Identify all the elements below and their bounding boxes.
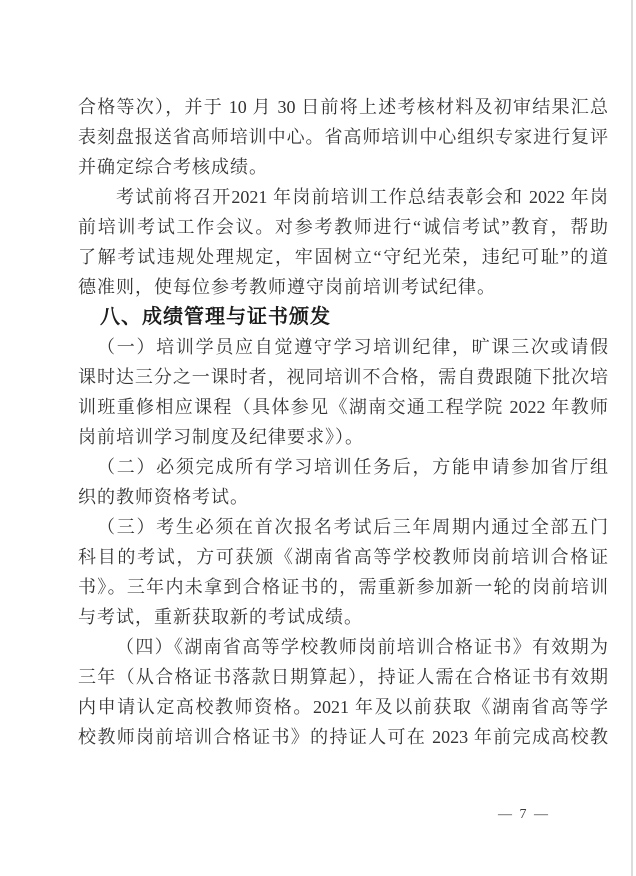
- text-line: 科目的考试，方可获颁《湖南省高等学校教师岗前培训合格证: [78, 547, 608, 567]
- text-line: 前培训考试工作会议。对参考教师进行“诚信考试”教育，帮助: [78, 217, 608, 237]
- text-line: 德准则，使每位参考教师遵守岗前培训考试纪律。: [78, 277, 496, 297]
- text-line: 校教师岗前培训合格证书》的持证人可在 2023 年前完成高校教: [78, 727, 608, 747]
- text-line: 考试前将召开2021 年岗前培训工作总结表彰会和 2022 年岗: [116, 187, 608, 207]
- text-line: 岗前培训学习制度及纪律要求》）。: [78, 427, 364, 447]
- text-line: （一）培训学员应自觉遵守学习培训纪律，旷课三次或请假: [97, 337, 608, 357]
- text-line: （四）《湖南省高等学校教师岗前培训合格证书》有效期为: [116, 637, 608, 657]
- text-line: 三年（从合格证书落款日期算起），持证人需在合格证书有效期: [78, 667, 608, 687]
- text-line: 并确定综合考核成绩。: [78, 157, 268, 177]
- text-line: 内申请认定高校教师资格。2021 年及以前获取《湖南省高等学: [78, 697, 608, 717]
- text-line: 与考试，重新获取新的考试成绩。: [78, 607, 363, 627]
- text-line: 书》。三年内未拿到合格证书的，需重新参加新一轮的岗前培训: [78, 577, 608, 597]
- scan-edge-line: [631, 0, 633, 876]
- text-line: （三）考生必须在首次报名考试后三年周期内通过全部五门: [97, 517, 608, 537]
- text-line: 课时达三分之一课时者，视同培训不合格，需自费跟随下批次培: [78, 367, 608, 387]
- text-line: （二）必须完成所有学习培训任务后，方能申请参加省厅组: [97, 457, 608, 477]
- text-line: 合格等次），并于 10 月 30 日前将上述考核材料及初审结果汇总: [78, 97, 608, 117]
- document-body: [78, 92, 608, 752]
- text-line: 了解考试违规处理规定，牢固树立“守纪光荣，违纪可耻”的道: [78, 247, 608, 267]
- text-line: 表刻盘报送省高师培训中心。省高师培训中心组织专家进行复评: [78, 127, 608, 147]
- text-line: 织的教师资格考试。: [78, 487, 249, 507]
- text-line: 训班重修相应课程（具体参见《湖南交通工程学院 2022 年教师: [78, 397, 608, 417]
- section-heading: 八、成绩管理与证书颁发: [100, 306, 331, 328]
- page-number: — 7 —: [498, 807, 550, 822]
